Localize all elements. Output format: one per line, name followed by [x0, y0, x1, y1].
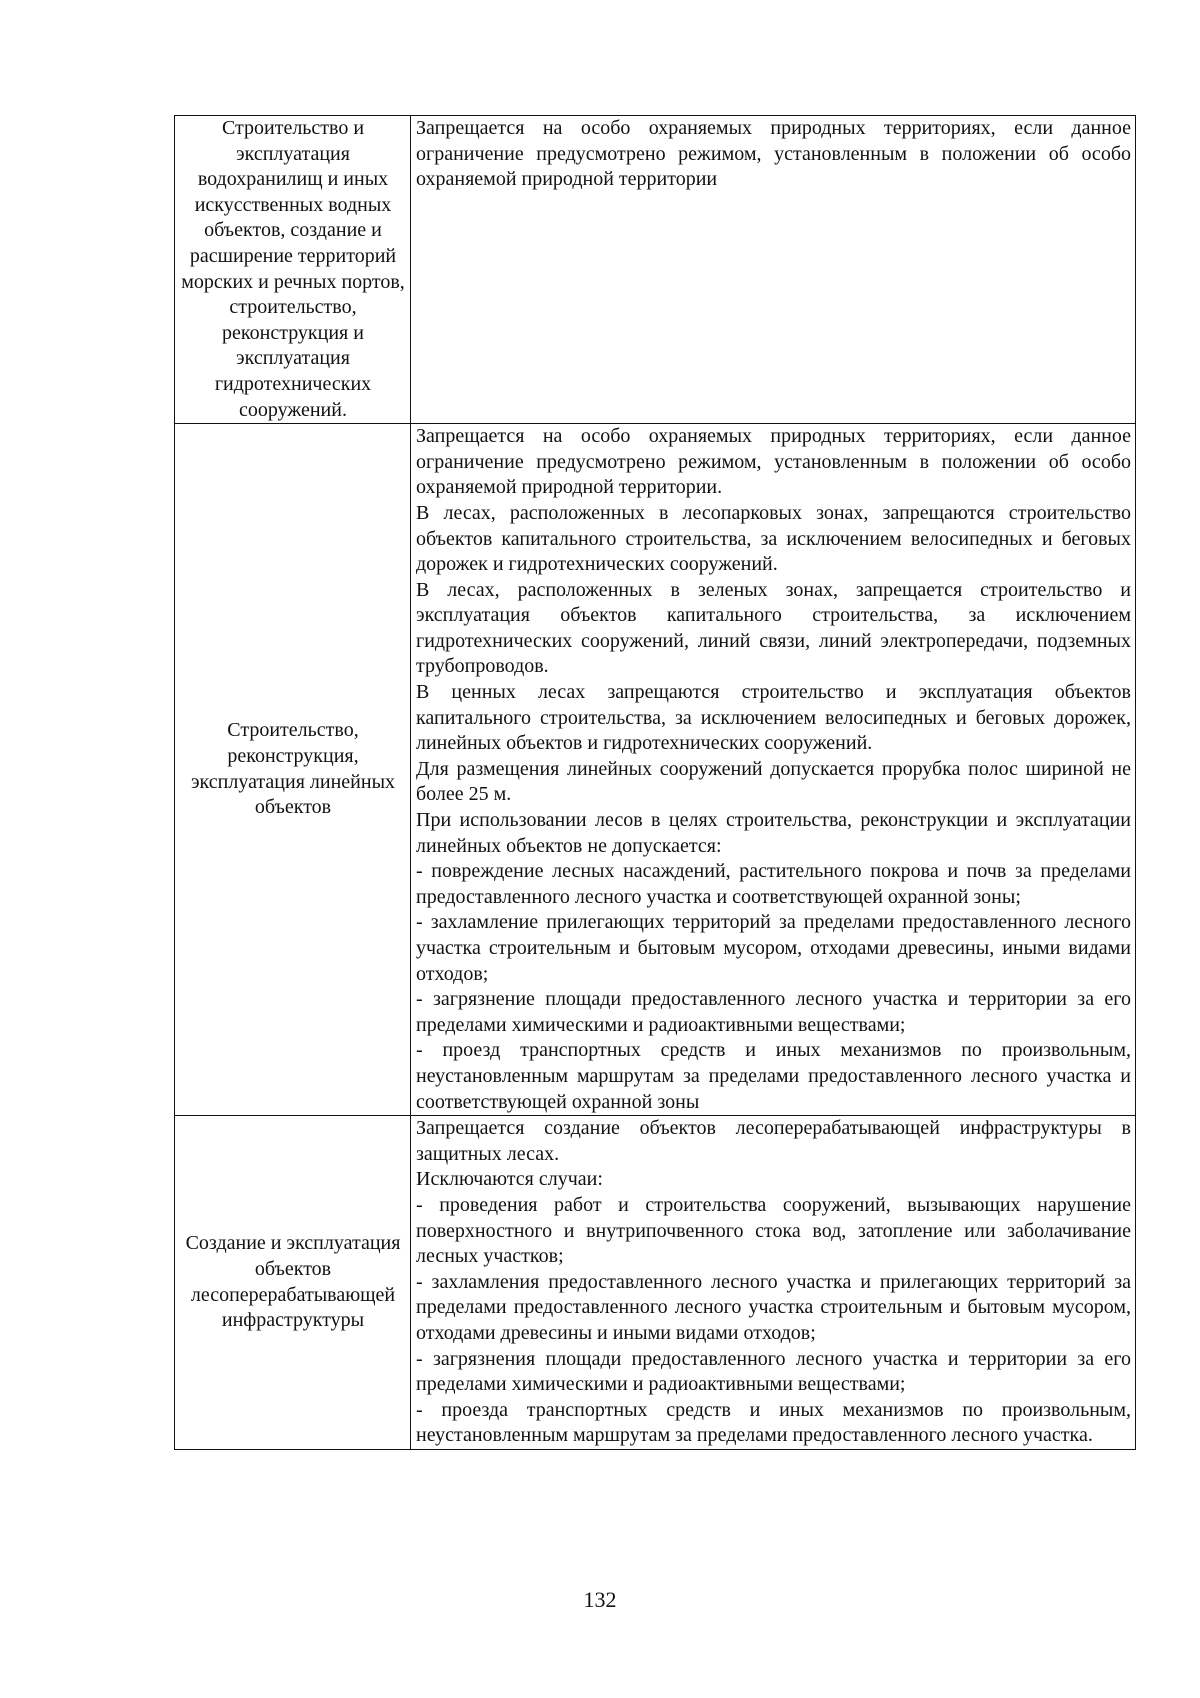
restriction-paragraph: Исключаются случаи: — [416, 1168, 603, 1191]
restriction-paragraph: Запрещается на особо охраняемых природных территориях, если данное ограничение предусмотрено режимом, установленным в положении об особо охраняемой природной территории — [416, 117, 1131, 191]
restriction-paragraph: При использовании лесов в целях строительства, реконструкции и эксплуатации линейных объектов не допускается: — [416, 809, 1131, 857]
activity-cell: Строительство и эксплуатация водохранилищ и иных искусственных водных объектов, создание и расширение территорий морских и речных портов, строительство, реконструкция и эксплуатация гидротехнических сооружений. — [175, 116, 411, 424]
restriction-paragraph: В ценных лесах запрещаются строительство и эксплуатация объектов капитального строительства, за исключением велосипедных и беговых дорожек, линейных объектов и гидротехнических сооружений. — [416, 681, 1131, 755]
restrictions-table — [174, 115, 1136, 1450]
restriction-cell — [411, 424, 1136, 1116]
activity-cell: Строительство, реконструкция, эксплуатация линейных объектов — [175, 424, 411, 1116]
page-number: 132 — [583, 1587, 617, 1612]
restriction-list-item: - проезд транспортных средств и иных механизмов по произвольным, неустановленным маршрутам за пределами предоставленного лесного участка и соответствующей охранной зоны — [416, 1039, 1131, 1113]
restriction-list-item: - проезда транспортных средств и иных механизмов по произвольным, неустановленным маршрутам за пределами предоставленного лесного участка. — [416, 1398, 1131, 1447]
table-row — [175, 1116, 1136, 1450]
restriction-list-item: - проведения работ и строительства сооружений, вызывающих нарушение поверхностного и внутрипочвенного стока вод, затопление или заболачивание лесных участков; — [416, 1193, 1131, 1268]
restriction-paragraph: Запрещается на особо охраняемых природных территориях, если данное ограничение предусмотрено режимом, установленным в положении об особо охраняемой природной территории. — [416, 425, 1131, 499]
table-row — [175, 424, 1136, 1116]
restriction-list-item: - захламления предоставленного лесного участка и прилегающих территорий за пределами предоставленного лесного участка строительным и бытовым мусором, отходами древесины и иными видами отходов; — [416, 1270, 1131, 1344]
restriction-paragraph: Для размещения линейных сооружений допускается прорубка полос шириной не более 25 м. — [416, 757, 1131, 806]
restriction-paragraph: В лесах, расположенных в лесопарковых зонах, запрещаются строительство объектов капитального строительства, за исключением велосипедных и беговых дорожек и гидротехнических сооружений. — [416, 501, 1131, 576]
restriction-cell — [411, 1116, 1136, 1450]
restriction-list-item: - захламление прилегающих территорий за пределами предоставленного лесного участка строительным и бытовым мусором, отходами древесины, иными видами отходов; — [416, 911, 1131, 985]
restriction-list-item: - загрязнения площади предоставленного лесного участка и территории за его пределами химическими и радиоактивными веществами; — [416, 1347, 1131, 1396]
restriction-paragraph: Запрещается создание объектов лесоперерабатывающей инфраструктуры в защитных лесах. — [416, 1117, 1131, 1165]
restriction-cell — [411, 116, 1136, 424]
activity-cell: Создание и эксплуатация объектов лесоперерабатывающей инфраструктуры — [175, 1116, 411, 1450]
restriction-paragraph: В лесах, расположенных в зеленых зонах, запрещается строительство и эксплуатация объектов капитального строительства, за исключением гидротехнических сооружений, линий связи, линий электропередачи, подземных трубопроводов. — [416, 578, 1131, 678]
table-row — [175, 116, 1136, 424]
restriction-list-item: - повреждение лесных насаждений, растительного покрова и почв за пределами предоставленного лесного участка и соответствующей охранной зоны; — [416, 860, 1131, 908]
restriction-list-item: - загрязнение площади предоставленного лесного участка и территории за его пределами химическими и радиоактивными веществами; — [416, 988, 1131, 1036]
